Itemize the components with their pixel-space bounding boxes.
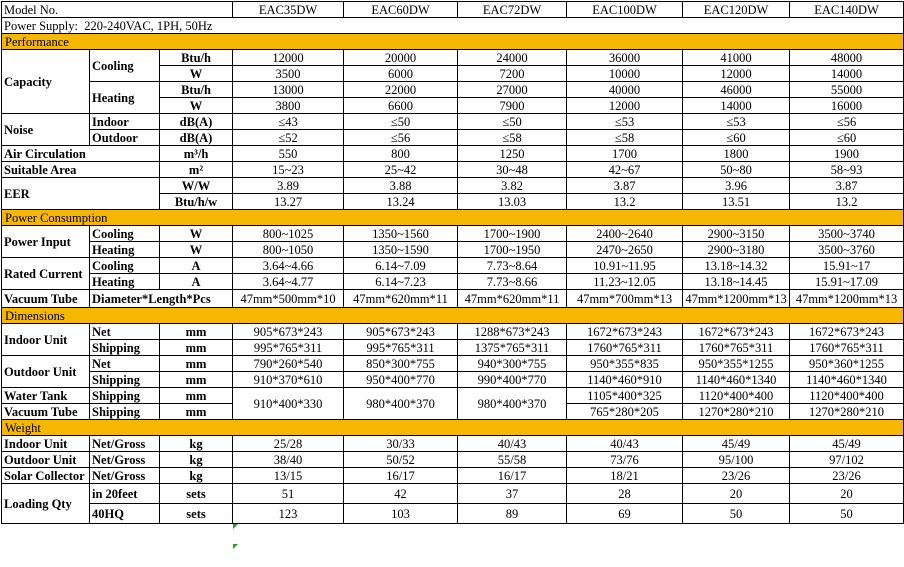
cell-marker-icon — [233, 524, 238, 529]
value-cell: 905*673*243 — [344, 324, 458, 340]
value-cell: ≤53 — [567, 114, 683, 130]
unit-cell: kg — [160, 436, 233, 452]
value-cell: 7.73~8.64 — [458, 258, 567, 274]
value-cell: 990*400*770 — [458, 372, 567, 388]
value-cell: 13000 — [233, 82, 344, 98]
power-supply-value: 220-240VAC, 1PH, 50Hz — [84, 18, 213, 33]
value-cell: 6000 — [344, 66, 458, 82]
value-cell: ≤56 — [790, 114, 904, 130]
value-cell: ≤50 — [344, 114, 458, 130]
table-row — [2, 162, 904, 178]
value-cell: 47mm*1200mm*13 — [790, 290, 904, 308]
value-cell: 15.91~17.09 — [790, 274, 904, 290]
value-cell: 16/17 — [344, 468, 458, 484]
model-name: EAC140DW — [790, 2, 904, 18]
sub-label-net: Net — [90, 324, 160, 340]
table-row — [2, 504, 904, 524]
spec-table — [1, 1, 904, 524]
value-cell: 800~1050 — [233, 242, 344, 258]
value-cell: ≤53 — [683, 114, 790, 130]
table-row — [2, 436, 904, 452]
unit-cell: mm — [160, 356, 233, 372]
unit-cell: Btu/h/w — [160, 194, 233, 210]
unit-cell: sets — [160, 484, 233, 504]
value-cell: 1105*400*325 — [567, 388, 683, 404]
value-cell: 12000 — [683, 66, 790, 82]
unit-cell: sets — [160, 504, 233, 524]
value-cell: 1672*673*243 — [790, 324, 904, 340]
sub-label-cooling: Cooling — [90, 258, 160, 274]
value-cell: 1672*673*243 — [567, 324, 683, 340]
value-cell: ≤58 — [567, 130, 683, 146]
sub-label-cooling: Cooling — [90, 50, 160, 82]
value-cell: 995*765*311 — [344, 340, 458, 356]
value-cell: 850*300*755 — [344, 356, 458, 372]
row-label-power-input: Power Input — [2, 226, 90, 258]
sub-label-heating: Heating — [90, 274, 160, 290]
unit-cell: W — [160, 66, 233, 82]
row-label-outdoor-unit: Outdoor Unit — [2, 356, 90, 388]
value-cell: 28 — [567, 484, 683, 504]
value-cell: 550 — [233, 146, 344, 162]
sub-label-net-gross: Net/Gross — [90, 452, 160, 468]
table-row — [2, 356, 904, 372]
value-cell: 23/26 — [683, 468, 790, 484]
value-cell: 36000 — [567, 50, 683, 66]
value-cell: 995*765*311 — [233, 340, 344, 356]
value-cell: 95/100 — [683, 452, 790, 468]
value-cell: 50 — [790, 504, 904, 524]
value-cell: 950*355*1255 — [683, 356, 790, 372]
value-cell: 1350~1590 — [344, 242, 458, 258]
value-cell: 37 — [458, 484, 567, 504]
model-header-row — [2, 2, 904, 18]
value-cell: 15~23 — [233, 162, 344, 178]
unit-cell: W — [160, 98, 233, 114]
value-cell: 40000 — [567, 82, 683, 98]
value-cell: 15.91~17 — [790, 258, 904, 274]
unit-cell: mm — [160, 340, 233, 356]
unit-cell: mm — [160, 388, 233, 404]
value-cell: 3.87 — [790, 178, 904, 194]
row-label-indoor-unit: Indoor Unit — [2, 324, 90, 356]
table-row — [2, 242, 904, 258]
value-cell: 50 — [683, 504, 790, 524]
value-cell: 13.03 — [458, 194, 567, 210]
value-cell: 1375*765*311 — [458, 340, 567, 356]
value-cell: 42 — [344, 484, 458, 504]
sub-label-indoor: Indoor — [90, 114, 160, 130]
value-cell: 7200 — [458, 66, 567, 82]
value-cell: 46000 — [683, 82, 790, 98]
value-cell: 1120*400*400 — [683, 388, 790, 404]
value-cell: 1760*765*311 — [790, 340, 904, 356]
value-cell: 3500 — [233, 66, 344, 82]
value-cell: 13.51 — [683, 194, 790, 210]
value-cell: 73/76 — [567, 452, 683, 468]
value-cell: 97/102 — [790, 452, 904, 468]
section-dimensions: Dimensions — [2, 308, 904, 324]
value-cell: 950*355*835 — [567, 356, 683, 372]
row-label-vacuum-tube: Vacuum Tube — [2, 290, 90, 308]
unit-cell: mm — [160, 324, 233, 340]
value-cell: 1120*400*400 — [790, 388, 904, 404]
value-cell: 3800 — [233, 98, 344, 114]
value-cell: 790*260*540 — [233, 356, 344, 372]
power-supply — [2, 18, 904, 34]
value-cell: 14000 — [790, 66, 904, 82]
table-row — [2, 114, 904, 130]
table-row — [2, 274, 904, 290]
section-row — [2, 210, 904, 226]
value-cell: 38/40 — [233, 452, 344, 468]
row-label-water-tank: Water Tank — [2, 388, 90, 404]
value-cell: 47mm*500mm*10 — [233, 290, 344, 308]
value-cell: 25/28 — [233, 436, 344, 452]
value-cell: 7.73~8.66 — [458, 274, 567, 290]
table-row — [2, 452, 904, 468]
value-cell: 47mm*620mm*11 — [344, 290, 458, 308]
value-cell: 2900~3150 — [683, 226, 790, 242]
value-cell: 1350~1560 — [344, 226, 458, 242]
value-cell: 6.14~7.09 — [344, 258, 458, 274]
row-label-solar-collector: Solar Collector — [2, 468, 90, 484]
value-cell: 13.2 — [567, 194, 683, 210]
value-cell: 1270*280*210 — [683, 404, 790, 420]
value-cell: 20 — [683, 484, 790, 504]
value-cell: 3.89 — [233, 178, 344, 194]
unit-cell: mm — [160, 372, 233, 388]
value-cell: 55/58 — [458, 452, 567, 468]
value-cell: 1288*673*243 — [458, 324, 567, 340]
sub-label-outdoor: Outdoor — [90, 130, 160, 146]
value-cell: 10000 — [567, 66, 683, 82]
model-name: EAC120DW — [683, 2, 790, 18]
value-cell: 51 — [233, 484, 344, 504]
value-cell: 50/52 — [344, 452, 458, 468]
unit-cell: W/W — [160, 178, 233, 194]
value-cell: 30~48 — [458, 162, 567, 178]
table-row — [2, 290, 904, 308]
value-cell: 1800 — [683, 146, 790, 162]
value-cell: 3.96 — [683, 178, 790, 194]
value-cell: 12000 — [567, 98, 683, 114]
value-cell: 40/43 — [567, 436, 683, 452]
value-cell: 950*360*1255 — [790, 356, 904, 372]
unit-cell: dB(A) — [160, 130, 233, 146]
row-label-air-circulation: Air Circulation — [2, 146, 160, 162]
unit-cell: W — [160, 242, 233, 258]
table-row — [2, 372, 904, 388]
value-cell: 980*400*370 — [458, 388, 567, 420]
value-cell: 45/49 — [790, 436, 904, 452]
sub-label-net-gross: Net/Gross — [90, 468, 160, 484]
value-cell: 10.91~11.95 — [567, 258, 683, 274]
value-cell: 13.24 — [344, 194, 458, 210]
value-cell: 24000 — [458, 50, 567, 66]
value-cell: 11.23~12.05 — [567, 274, 683, 290]
model-name: EAC100DW — [567, 2, 683, 18]
spec-sheet — [1, 1, 904, 524]
value-cell: 7900 — [458, 98, 567, 114]
value-cell: 41000 — [683, 50, 790, 66]
value-cell: 1270*280*210 — [790, 404, 904, 420]
value-cell: 47mm*700mm*13 — [567, 290, 683, 308]
section-row — [2, 34, 904, 50]
model-name: EAC72DW — [458, 2, 567, 18]
section-performance: Performance — [2, 34, 904, 50]
value-cell: 16000 — [790, 98, 904, 114]
sub-label-20feet: in 20feet — [90, 484, 160, 504]
value-cell: 47mm*1200mm*13 — [683, 290, 790, 308]
value-cell: 1760*765*311 — [683, 340, 790, 356]
table-row — [2, 324, 904, 340]
value-cell: 13/15 — [233, 468, 344, 484]
value-cell: 48000 — [790, 50, 904, 66]
sub-label-shipping: Shipping — [90, 388, 160, 404]
value-cell: 25~42 — [344, 162, 458, 178]
sub-label-net-gross: Net/Gross — [90, 436, 160, 452]
value-cell: 1700~1900 — [458, 226, 567, 242]
value-cell: 905*673*243 — [233, 324, 344, 340]
value-cell: 950*400*770 — [344, 372, 458, 388]
value-cell: 3500~3760 — [790, 242, 904, 258]
value-cell: 16/17 — [458, 468, 567, 484]
value-cell: 47mm*620mm*11 — [458, 290, 567, 308]
value-cell: 22000 — [344, 82, 458, 98]
section-power-consumption: Power Consumption — [2, 210, 904, 226]
value-cell: ≤60 — [683, 130, 790, 146]
row-label-loading-qty: Loading Qty — [2, 484, 90, 524]
value-cell: 50~80 — [683, 162, 790, 178]
value-cell: 1140*460*1340 — [790, 372, 904, 388]
sub-label-shipping: Shipping — [90, 404, 160, 420]
row-label-indoor-unit: Indoor Unit — [2, 436, 90, 452]
model-no-label: Model No. — [2, 2, 233, 18]
value-cell: 12000 — [233, 50, 344, 66]
cell-marker-icon — [233, 544, 238, 549]
value-cell: 2400~2640 — [567, 226, 683, 242]
unit-cell: Btu/h — [160, 50, 233, 66]
sub-label-heating: Heating — [90, 242, 160, 258]
table-row — [2, 130, 904, 146]
power-supply-label: Power Supply: — [4, 18, 78, 33]
value-cell: 1140*460*910 — [567, 372, 683, 388]
value-cell: 20000 — [344, 50, 458, 66]
value-cell: 1672*673*243 — [683, 324, 790, 340]
value-cell: ≤50 — [458, 114, 567, 130]
sub-label-diameter-length-pcs: Diameter*Length*Pcs — [90, 290, 233, 308]
value-cell: ≤52 — [233, 130, 344, 146]
row-label-vacuum-tube: Vacuum Tube — [2, 404, 90, 420]
table-row — [2, 82, 904, 98]
sub-label-net: Net — [90, 356, 160, 372]
section-row — [2, 308, 904, 324]
unit-cell: mm — [160, 404, 233, 420]
value-cell: 13.18~14.45 — [683, 274, 790, 290]
value-cell: 1900 — [790, 146, 904, 162]
table-row — [2, 340, 904, 356]
sub-label-cooling: Cooling — [90, 226, 160, 242]
section-row — [2, 420, 904, 436]
sub-label-shipping: Shipping — [90, 340, 160, 356]
table-row — [2, 258, 904, 274]
value-cell: 800 — [344, 146, 458, 162]
value-cell: 20 — [790, 484, 904, 504]
value-cell: 55000 — [790, 82, 904, 98]
table-row — [2, 484, 904, 504]
unit-cell: dB(A) — [160, 114, 233, 130]
value-cell: 6600 — [344, 98, 458, 114]
value-cell: 910*400*330 — [233, 388, 344, 420]
value-cell: 980*400*370 — [344, 388, 458, 420]
value-cell: 6.14~7.23 — [344, 274, 458, 290]
value-cell: 3500~3740 — [790, 226, 904, 242]
unit-cell: kg — [160, 452, 233, 468]
value-cell: 3.82 — [458, 178, 567, 194]
table-row — [2, 468, 904, 484]
value-cell: 42~67 — [567, 162, 683, 178]
table-row — [2, 226, 904, 242]
value-cell: 14000 — [683, 98, 790, 114]
value-cell: 13.18~14.32 — [683, 258, 790, 274]
row-label-noise: Noise — [2, 114, 90, 146]
row-label-outdoor-unit: Outdoor Unit — [2, 452, 90, 468]
value-cell: ≤60 — [790, 130, 904, 146]
value-cell: 1700~1950 — [458, 242, 567, 258]
unit-cell: Btu/h — [160, 82, 233, 98]
value-cell: 123 — [233, 504, 344, 524]
value-cell: ≤43 — [233, 114, 344, 130]
unit-cell: W — [160, 226, 233, 242]
sub-label-heating: Heating — [90, 82, 160, 114]
value-cell: 1760*765*311 — [567, 340, 683, 356]
table-row — [2, 50, 904, 66]
value-cell: 23/26 — [790, 468, 904, 484]
value-cell: 13.27 — [233, 194, 344, 210]
table-row — [2, 146, 904, 162]
table-row — [2, 178, 904, 194]
value-cell: 40/43 — [458, 436, 567, 452]
section-weight: Weight — [2, 420, 904, 436]
value-cell: 3.64~4.77 — [233, 274, 344, 290]
value-cell: 3.88 — [344, 178, 458, 194]
power-supply-row — [2, 18, 904, 34]
value-cell: 1700 — [567, 146, 683, 162]
value-cell: 765*280*205 — [567, 404, 683, 420]
sub-label-shipping: Shipping — [90, 372, 160, 388]
value-cell: 27000 — [458, 82, 567, 98]
value-cell: 3.87 — [567, 178, 683, 194]
value-cell: 89 — [458, 504, 567, 524]
value-cell: 2900~3180 — [683, 242, 790, 258]
model-name: EAC35DW — [233, 2, 344, 18]
unit-cell: A — [160, 274, 233, 290]
row-label-eer: EER — [2, 178, 160, 210]
unit-cell: kg — [160, 468, 233, 484]
row-label-capacity: Capacity — [2, 50, 90, 114]
value-cell: 910*370*610 — [233, 372, 344, 388]
value-cell: 69 — [567, 504, 683, 524]
unit-cell: m³/h — [160, 146, 233, 162]
value-cell: 18/21 — [567, 468, 683, 484]
value-cell: 2470~2650 — [567, 242, 683, 258]
value-cell: ≤58 — [458, 130, 567, 146]
value-cell: 45/49 — [683, 436, 790, 452]
unit-cell: m² — [160, 162, 233, 178]
row-label-rated-current: Rated Current — [2, 258, 90, 290]
value-cell: 58~93 — [790, 162, 904, 178]
row-label-suitable-area: Suitable Area — [2, 162, 160, 178]
table-row — [2, 388, 904, 404]
sub-label-40hq: 40HQ — [90, 504, 160, 524]
value-cell: 3.64~4.66 — [233, 258, 344, 274]
value-cell: 940*300*755 — [458, 356, 567, 372]
value-cell: 30/33 — [344, 436, 458, 452]
value-cell: 13.2 — [790, 194, 904, 210]
value-cell: 800~1025 — [233, 226, 344, 242]
model-name: EAC60DW — [344, 2, 458, 18]
value-cell: 1140*460*1340 — [683, 372, 790, 388]
value-cell: ≤56 — [344, 130, 458, 146]
value-cell: 1250 — [458, 146, 567, 162]
value-cell: 103 — [344, 504, 458, 524]
unit-cell: A — [160, 258, 233, 274]
